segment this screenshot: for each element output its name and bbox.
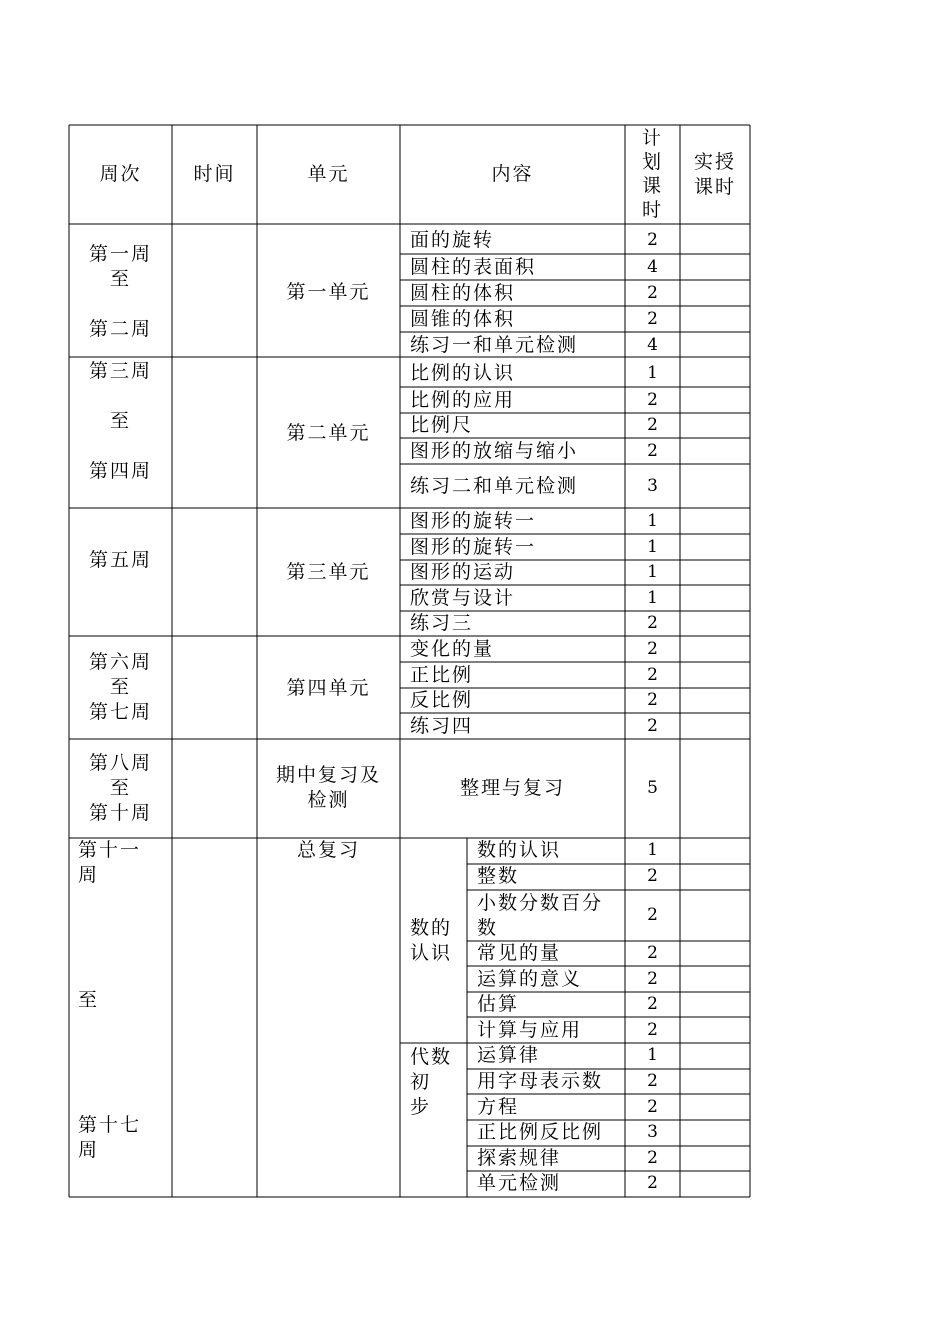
- table-row-hours: 2: [647, 1173, 658, 1193]
- table-row-content: 练习一和单元检测: [410, 334, 579, 356]
- table-row-hours: 2: [647, 390, 658, 410]
- table-row-hours: 2: [647, 1020, 658, 1040]
- table-row-content: 图形的旋转一: [410, 536, 537, 558]
- table-row-content: 欣赏与设计: [410, 587, 516, 609]
- table-row-content: 探索规律: [477, 1147, 562, 1169]
- table-row-hours: 2: [647, 1148, 658, 1168]
- table-row-content: 练习四: [410, 715, 474, 737]
- table-row-hours: 1: [647, 588, 658, 608]
- table-row-content: 正比例反比例: [477, 1121, 604, 1143]
- unit-group-3: 第三单元: [286, 561, 371, 583]
- table-row-content: 面的旋转: [410, 229, 495, 251]
- table-row-hours: 2: [647, 613, 658, 633]
- table-row-hours: 3: [647, 476, 658, 496]
- table-row-hours: 4: [647, 257, 658, 277]
- table-row-hours: 2: [647, 665, 658, 685]
- subunit-number-sense: 数的 认识: [410, 917, 453, 964]
- table-row-hours: 2: [647, 905, 658, 925]
- content-group-5: 整理与复习: [459, 777, 565, 799]
- table-row-content: 图形的放缩与缩小: [410, 440, 579, 462]
- table-row-hours: 2: [647, 969, 658, 989]
- table-row-content: 比例的认识: [410, 362, 516, 384]
- header-plan-hours: 计划课时: [642, 127, 664, 221]
- week-group-3: 第五周: [88, 549, 152, 571]
- table-row-hours: 1: [647, 537, 658, 557]
- table-row-content: 用字母表示数: [477, 1070, 604, 1092]
- table-row-content: 正比例: [410, 664, 474, 686]
- table-row-hours: 2: [647, 1071, 658, 1091]
- table-row-content: 常见的量: [477, 942, 562, 964]
- table-row-content: 比例的应用: [410, 389, 516, 411]
- header-week: 周次: [99, 163, 142, 185]
- table-row-hours: 1: [647, 562, 658, 582]
- table-row-content: 小数分数百分 数: [477, 892, 604, 939]
- table-row-content: 估算: [477, 993, 520, 1015]
- table-row-content: 反比例: [410, 689, 474, 711]
- table-row-hours: 1: [647, 1045, 658, 1065]
- table-row-hours: 2: [647, 230, 658, 250]
- table-row-content: 练习三: [410, 612, 474, 634]
- table-row-content: 圆锥的体积: [410, 308, 516, 330]
- week-group-5: 第八周 至 第十周: [88, 752, 152, 824]
- table-row-hours: 2: [647, 639, 658, 659]
- table-row-content: 圆柱的表面积: [410, 256, 537, 278]
- table-row-content: 运算律: [477, 1044, 541, 1066]
- header-content: 内容: [491, 163, 534, 185]
- table-row-hours: 2: [647, 994, 658, 1014]
- table-row-content: 数的认识: [477, 839, 562, 861]
- table-row-content: 方程: [477, 1096, 520, 1118]
- table-row-content: 计算与应用: [477, 1019, 583, 1041]
- table-row-hours: 2: [647, 866, 658, 886]
- table-row-content: 变化的量: [410, 638, 495, 660]
- week-group-2: 第三周 至 第四周: [88, 360, 152, 482]
- week-group-6-top: [78, 838, 168, 1163]
- unit-group-4: 第四单元: [286, 677, 371, 699]
- table-row-hours: 2: [647, 943, 658, 963]
- table-row-hours: 2: [647, 415, 658, 435]
- unit-group-2: 第二单元: [286, 422, 371, 444]
- table-row-hours: 4: [647, 335, 658, 355]
- table-row-content: 单元检测: [477, 1172, 562, 1194]
- unit-group-6: 总复习: [296, 839, 360, 861]
- table-row-content: 图形的旋转一: [410, 510, 537, 532]
- table-row-hours: 3: [647, 1122, 658, 1142]
- hours-group-5: 5: [647, 778, 658, 798]
- table-row-hours: 2: [647, 441, 658, 461]
- table-row-content: 图形的运动: [410, 561, 516, 583]
- table-row-hours: 1: [647, 363, 658, 383]
- unit-group-1: 第一单元: [286, 281, 371, 303]
- table-row-hours: 1: [647, 511, 658, 531]
- table-row-hours: 2: [647, 716, 658, 736]
- week-group-6-label: 第十一 周 至 第十七 周: [78, 839, 142, 1161]
- table-row-content: 整数: [477, 865, 520, 887]
- table-row-hours: 2: [647, 309, 658, 329]
- header-time: 时间: [193, 163, 236, 185]
- table-row-content: 圆柱的体积: [410, 282, 516, 304]
- table-row-hours: 1: [647, 840, 658, 860]
- unit-group-5: 期中复习及 检测: [275, 764, 381, 811]
- table-row-hours: 2: [647, 283, 658, 303]
- table-row-hours: 2: [647, 1097, 658, 1117]
- week-group-1: 第一周 至 第二周: [88, 243, 152, 340]
- table-row-hours: 2: [647, 690, 658, 710]
- table-row-content: 比例尺: [410, 414, 474, 436]
- table-row-content: 练习二和单元检测: [410, 475, 579, 497]
- subunit-algebra: 代数 初 步: [410, 1046, 453, 1118]
- week-group-4: 第六周 至 第七周: [88, 651, 152, 723]
- table-row-content: 运算的意义: [477, 968, 583, 990]
- header-unit: 单元: [307, 163, 350, 185]
- header-actual-hours: 实授课时: [693, 151, 736, 198]
